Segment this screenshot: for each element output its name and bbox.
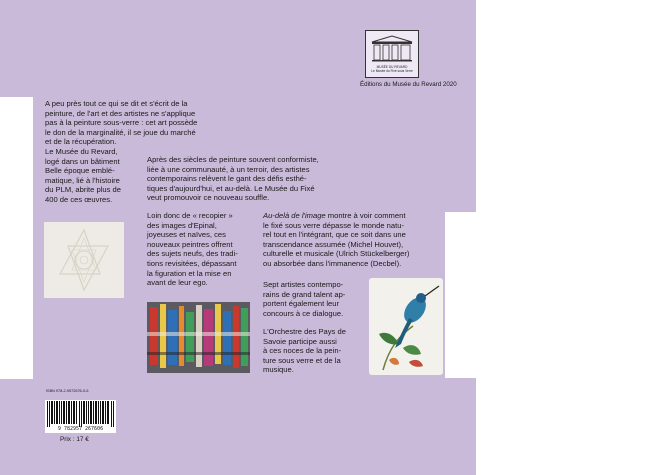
text-line: concours à ce dialogue.	[263, 308, 344, 318]
text-span: montre à voir comment	[325, 211, 406, 220]
text-line: nouveaux peintres offrent	[147, 239, 233, 249]
contemporary-paragraph	[147, 155, 437, 203]
text-line: Savoie participe aussi	[263, 336, 337, 346]
text-line: Après des siècles de peinture souvent conformiste,	[147, 155, 319, 164]
text-line: du PLM, abrite plus de	[45, 185, 121, 195]
text-line: la figuration et la mise en	[147, 268, 232, 278]
price-label: Prix : 17 €	[60, 436, 89, 443]
text-line: transcendance assumée (Michel Houvet),	[263, 239, 404, 249]
text-line: à ces noces de la pein-	[263, 346, 342, 356]
museum-building-icon	[370, 34, 414, 62]
text-line: A peu près tout ce qui se dit et s'écrit de la	[45, 99, 188, 108]
book-title-paragraph	[263, 211, 443, 269]
text-line: Belle époque emblé-	[45, 166, 115, 176]
text-line: matique, lié à l'histoire	[45, 175, 120, 185]
colorful-artwork	[147, 302, 250, 373]
text-line: veut promouvoir ce nouveau souffle.	[147, 193, 270, 203]
barcode	[45, 400, 116, 433]
text-line: rel tout en l'intégrant, que ce soit dans une	[263, 230, 406, 240]
left-margin-strip	[0, 97, 33, 379]
text-line: avant de leur ego.	[147, 278, 208, 288]
text-line: 400 de ces œuvres.	[45, 194, 113, 204]
hummingbird-icon	[369, 278, 443, 375]
text-line: rains de grand talent ap-	[263, 289, 346, 299]
text-line: le fixé sous verre dépasse le monde natu-	[263, 220, 404, 230]
text-line: L'Orchestre des Pays de	[263, 327, 346, 336]
text-line: Loin donc de « recopier »	[147, 211, 233, 220]
orchestra-paragraph	[263, 327, 367, 375]
book-title: Au-delà de l'image	[263, 211, 326, 220]
text-line: des images d'Epinal,	[147, 220, 217, 230]
barcode-digits: 9 782957 267606	[57, 426, 104, 432]
hummingbird-artwork	[369, 278, 443, 375]
star-artwork	[44, 222, 124, 298]
text-line: le don de la marginalité, il se joue du marché	[45, 127, 196, 137]
text-line: Sept artistes contempo-	[263, 280, 344, 289]
right-margin-strip	[445, 212, 476, 378]
text-line: pas à la peinture sous-verre : cet art possède	[45, 118, 198, 128]
text-line: portent également leur	[263, 299, 339, 309]
text-line: joyeuses et naïves, ces	[147, 230, 226, 240]
star-pattern-icon	[44, 222, 124, 298]
text-line: culturelle et musicale (Ulrich Stückelberger)	[263, 249, 410, 259]
text-line	[263, 211, 443, 221]
text-line: Le Musée du Revard,	[45, 146, 118, 156]
text-line: tions revisitées, dépassant	[147, 258, 237, 268]
text-line: musique.	[263, 365, 294, 375]
artists-paragraph	[263, 280, 367, 318]
text-line: et de la récupération.	[45, 137, 117, 147]
text-line: des sujets neufs, des tradi-	[147, 249, 238, 259]
logo-subtitle: Le Musée du Fixé sous Verre	[371, 69, 413, 73]
text-line: ture sous verre et de la	[263, 355, 341, 365]
abstract-painting-icon	[147, 302, 250, 373]
text-line: ou absorbée dans l'immanence (Decbel).	[263, 258, 402, 268]
logo-name: MUSÉE DU REVARD	[376, 65, 408, 69]
text-line: tiques d'aujourd'hui, et au-delà. Le Musée du Fixé	[147, 183, 315, 193]
text-line: peinture, de l'art et des artistes ne s'applique	[45, 108, 196, 118]
text-line: contemporains relèvent le gant des défis esthé-	[147, 174, 307, 184]
text-line: logé dans un bâtiment	[45, 156, 120, 166]
publisher-line: Éditions du Musée du Revard 2020	[360, 81, 457, 88]
isbn-label: ISBN 978-2-9572676-0-6	[46, 389, 89, 393]
new-painters-paragraph	[147, 211, 255, 288]
museum-logo	[365, 30, 419, 78]
text-line: liée à une communauté, à un terroir, des artistes	[147, 164, 310, 174]
